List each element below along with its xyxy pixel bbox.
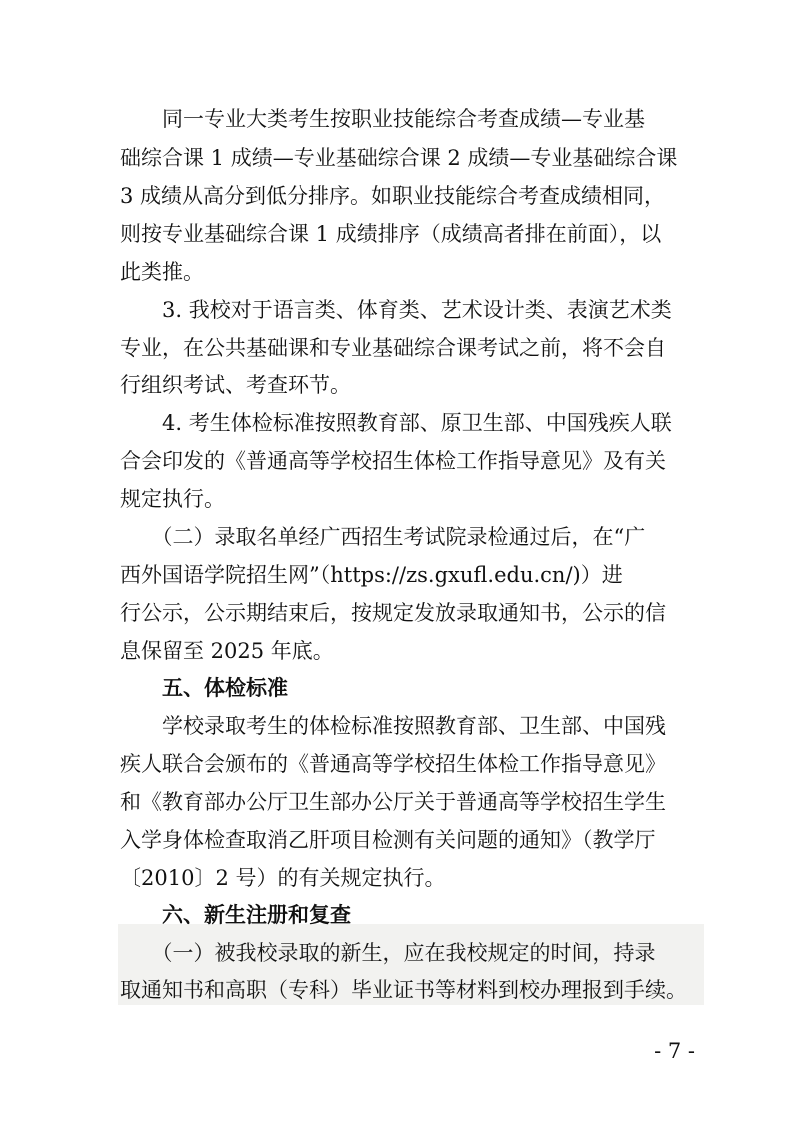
page-number: - 7 - (654, 1039, 695, 1063)
paragraph-line: 同一专业大类考生按职业技能综合考查成绩—专业基 (120, 107, 645, 131)
paragraph-line: 息保留至 2025 年底。 (120, 639, 334, 663)
paragraph-line: 学校录取考生的体检标准按照教育部、卫生部、中国残 (120, 714, 666, 738)
paragraph-line: 规定执行。 (120, 487, 225, 511)
paragraph-line: 西外国语学院招生网”（https://zs.gxufl.edu.cn/)）进 (120, 563, 623, 587)
paragraph-line: 〔2010〕2 号）的有关规定执行。 (120, 866, 446, 890)
paragraph-line: 和《教育部办公厅卫生部办公厅关于普通高等学校招生学生 (120, 790, 666, 814)
section-heading: 五、体检标准 (120, 676, 288, 700)
paragraph-line: 合会印发的《普通高等学校招生体检工作指导意见》及有关 (120, 449, 666, 473)
paragraph-line: 4. 考生体检标准按照教育部、原卫生部、中国残疾人联 (120, 411, 672, 435)
paragraph-line: 此类推。 (120, 260, 204, 284)
paragraph-line: （二）录取名单经广西招生考试院录检通过后，在“广 (120, 525, 646, 549)
paragraph-line: 行公示，公示期结束后，按规定发放录取通知书，公示的信 (120, 601, 666, 625)
paragraph-line: 疾人联合会颁布的《普通高等学校招生体检工作指导意见》 (120, 752, 666, 776)
section-heading: 六、新生注册和复查 (120, 903, 351, 927)
paragraph-line: 则按专业基础综合课 1 成绩排序（成绩高者排在前面），以 (120, 222, 662, 246)
paragraph-line: 3. 我校对于语言类、体育类、艺术设计类、表演艺术类 (120, 298, 672, 322)
paragraph-line: 取通知书和高职（专科）毕业证书等材料到校办理报到手续。 (120, 978, 687, 1002)
paragraph-line: 入学身体检查取消乙肝项目检测有关问题的通知》（教学厅 (120, 828, 656, 852)
paragraph-line: 础综合课 1 成绩—专业基础综合课 2 成绩—专业基础综合课 (120, 146, 678, 170)
paragraph-line: 3 成绩从高分到低分排序。如职业技能综合考查成绩相同， (120, 184, 666, 208)
paragraph-line: 行组织考试、考查环节。 (120, 373, 351, 397)
paragraph-line: 专业，在公共基础课和专业基础综合课考试之前，将不会自 (120, 336, 666, 360)
paragraph-line: （一）被我校录取的新生，应在我校规定的时间，持录 (120, 941, 656, 965)
